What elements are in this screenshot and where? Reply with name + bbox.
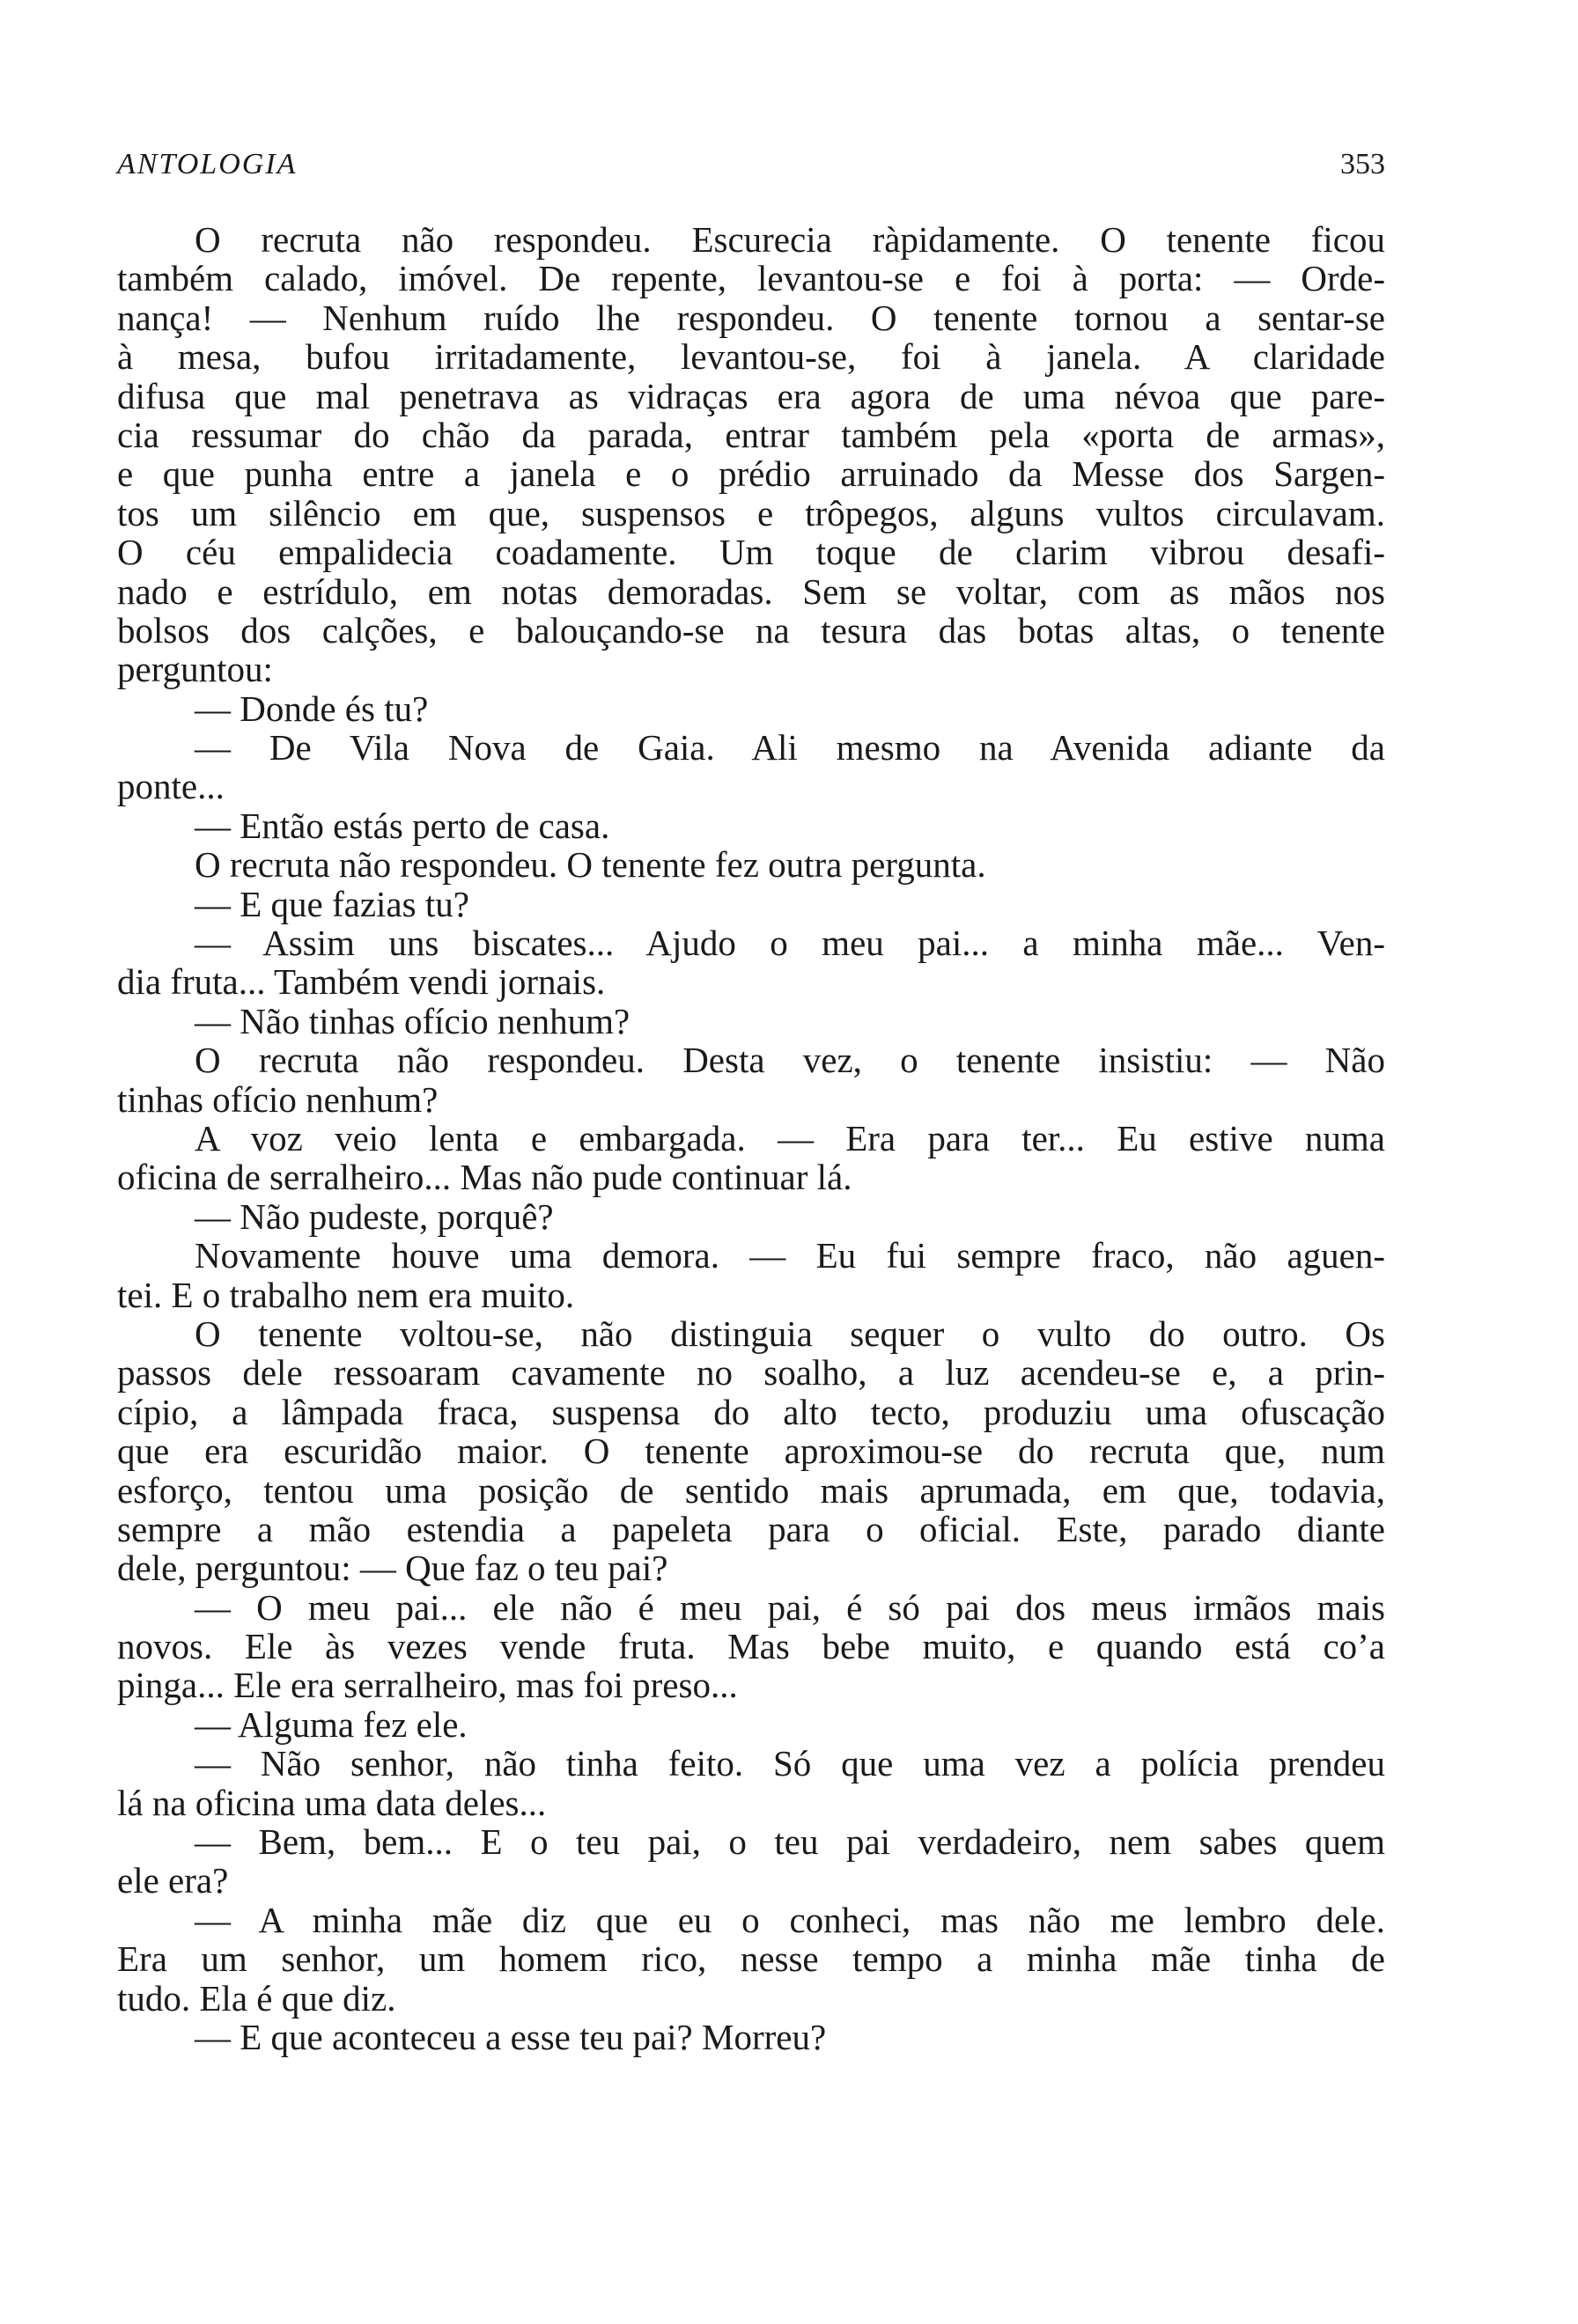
text-line: Era um senhor, um homem rico, nesse tempo a minha mãe tinha de	[117, 1938, 1385, 1980]
text-line: tinhas ofício nenhum?	[117, 1078, 439, 1120]
text-line: cípio, a lâmpada fraca, suspensa do alto tecto, produziu uma ofuscação	[117, 1391, 1385, 1432]
body-text	[117, 220, 1385, 2056]
text-line: lá na oficina uma data deles...	[117, 1782, 547, 1823]
text-line: — Alguma fez ele.	[195, 1703, 468, 1745]
text-line: — Assim uns biscates... Ajudo o meu pai... a minha mãe... Ven-	[195, 923, 1385, 964]
text-line: ele era?	[117, 1860, 229, 1901]
text-line: O recruta não respondeu. Escurecia ràpidamente. O tenente ficou	[195, 219, 1385, 260]
text-line: — Não pudeste, porquê?	[195, 1195, 554, 1237]
page-number: 353	[1340, 148, 1385, 180]
text-line: perguntou:	[117, 649, 273, 690]
text-line: — Não senhor, não tinha feito. Só que uma vez a polícia prendeu	[195, 1743, 1385, 1784]
text-line: bolsos dos calções, e balouçando-se na tesura das botas altas, o tenente	[117, 609, 1385, 651]
text-line: O tenente voltou-se, não distinguia sequer o vulto do outro. Os	[195, 1313, 1385, 1354]
text-line: — De Vila Nova de Gaia. Ali mesmo na Avenida adiante da	[195, 727, 1385, 769]
text-line: O céu empalidecia coadamente. Um toque de clarim vibrou desafi-	[117, 532, 1385, 573]
text-line: sempre a mão estendia a papeleta para o oficial. Este, parado diante	[117, 1508, 1385, 1549]
text-line: — A minha mãe diz que eu o conheci, mas não me lembro dele.	[195, 1899, 1385, 1940]
text-line: A voz veio lenta e embargada. — Era para ter... Eu estive numa	[195, 1117, 1385, 1158]
text-line: esforço, tentou uma posição de sentido mais aprumada, em que, todavia,	[117, 1469, 1385, 1511]
text-line: — Bem, bem... E o teu pai, o teu pai verdadeiro, nem sabes quem	[195, 1821, 1385, 1863]
text-line: — Donde és tu?	[195, 688, 429, 729]
text-line: difusa que mal penetrava as vidraças era agora de uma névoa que pare-	[117, 375, 1385, 416]
running-head-title: ANTOLOGIA	[117, 148, 298, 180]
text-line: — E que aconteceu a esse teu pai? Morreu?	[195, 2016, 827, 2057]
text-line: nança! — Nenhum ruído lhe respondeu. O tenente tornou a sentar-se	[117, 297, 1385, 338]
text-line: novos. Ele às vezes vende fruta. Mas bebe muito, e quando está co’a	[117, 1626, 1385, 1667]
text-line: oficina de serralheiro... Mas não pude continuar lá.	[117, 1157, 852, 1198]
text-line: Novamente houve uma demora. — Eu fui sempre fraco, não aguen-	[195, 1235, 1385, 1276]
text-line: tos um silêncio em que, suspensos e trôpegos, alguns vultos circulavam.	[117, 492, 1385, 533]
text-line: que era escuridão maior. O tenente aproximou-se do recruta que, num	[117, 1430, 1385, 1472]
text-line: tudo. Ela é que diz.	[117, 1977, 396, 2019]
text-line: dia fruta... Também vendi jornais.	[117, 961, 606, 1003]
text-line: — Então estás perto de casa.	[195, 805, 610, 846]
text-line: tei. E o trabalho nem era muito.	[117, 1274, 575, 1315]
text-line: cia ressumar do chão da parada, entrar também pela «porta de armas»,	[117, 414, 1385, 455]
text-line: — Não tinhas ofício nenhum?	[195, 1000, 630, 1041]
text-line: O recruta não respondeu. Desta vez, o tenente insistiu: — Não	[195, 1040, 1385, 1081]
text-line: passos dele ressoaram cavamente no soalho, a luz acendeu-se e, a prin-	[117, 1352, 1385, 1394]
text-line: também calado, imóvel. De repente, levantou-se e foi à porta: — Orde-	[117, 258, 1385, 299]
text-line: e que punha entre a janela e o prédio arruinado da Messe dos Sargen-	[117, 453, 1385, 495]
text-line: ponte...	[117, 766, 225, 807]
text-line: — O meu pai... ele não é meu pai, é só pai dos meus irmãos mais	[195, 1586, 1385, 1628]
text-line: à mesa, bufou irritadamente, levantou-se, foi à janela. A claridade	[117, 336, 1385, 378]
text-line: — E que fazias tu?	[195, 883, 469, 924]
text-line: O recruta não respondeu. O tenente fez outra pergunta.	[195, 844, 986, 886]
running-head	[117, 148, 1385, 187]
text-line: nado e estrídulo, em notas demoradas. Sem se voltar, com as mãos nos	[117, 570, 1385, 612]
text-line: pinga... Ele era serralheiro, mas foi preso...	[117, 1665, 738, 1706]
text-line: dele, perguntou: — Que faz o teu pai?	[117, 1548, 668, 1589]
